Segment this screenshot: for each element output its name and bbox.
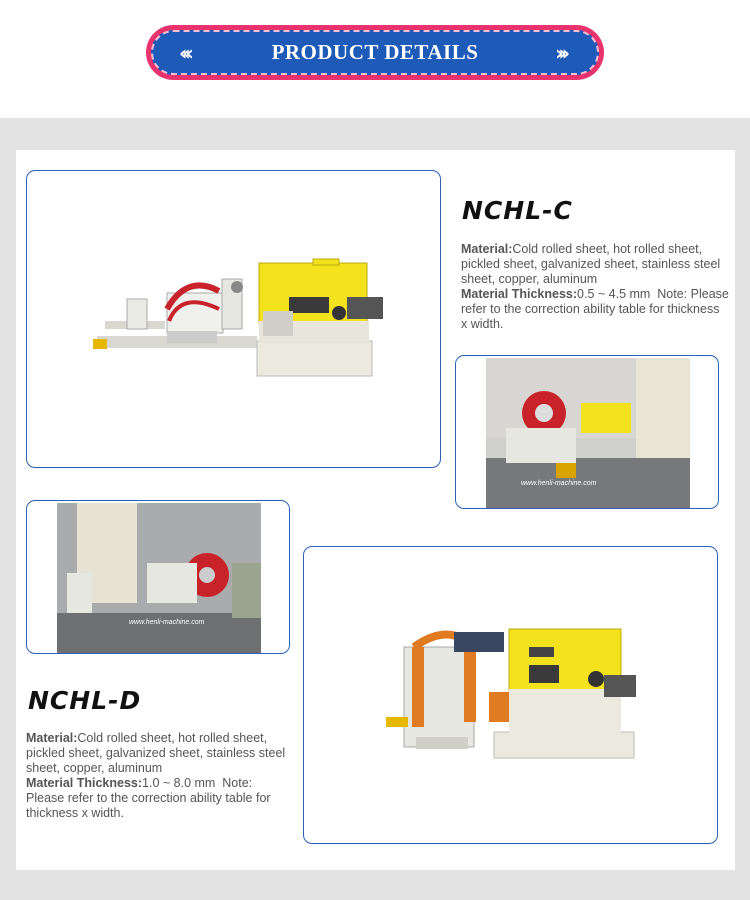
product-image-nchl-c bbox=[26, 170, 441, 468]
note-text: Note: Please refer to the correction ability table for thickness x width. bbox=[26, 776, 271, 820]
material-value: Cold rolled sheet, hot rolled sheet, pickled sheet, galvanized sheet, stainless steel sheet, copper, aluminum bbox=[26, 731, 286, 775]
watermark-c: www.henli-machine.com bbox=[521, 480, 597, 487]
watermark-d: www.henli-machine.com bbox=[129, 619, 205, 626]
thickness-value: 0.5 ~ 4.5 mm bbox=[577, 287, 651, 301]
model-title-nchl-d: NCHL-D bbox=[28, 686, 142, 715]
section-banner bbox=[146, 25, 604, 80]
machine-illustration-d bbox=[304, 547, 718, 844]
chevron-right-icon: ››› bbox=[555, 40, 565, 65]
chevron-left-icon: ‹‹‹ bbox=[179, 40, 189, 65]
factory-photo-nchl-c bbox=[455, 355, 719, 509]
machine-illustration-c bbox=[27, 171, 441, 468]
thickness-label: Material Thickness: bbox=[461, 287, 578, 301]
thickness-value: 1.0 ~ 8.0 mm bbox=[142, 776, 216, 790]
product-description-d bbox=[26, 731, 291, 821]
material-label: Material: bbox=[26, 731, 78, 745]
model-title-nchl-c: NCHL-C bbox=[462, 196, 573, 225]
material-value: Cold rolled sheet, hot rolled sheet, pickled sheet, galvanized sheet, stainless steel sheet, copper, aluminum bbox=[461, 242, 721, 286]
product-image-nchl-d bbox=[303, 546, 718, 844]
material-label: Material: bbox=[461, 242, 513, 256]
factory-photo-nchl-d bbox=[26, 500, 290, 654]
photo-nchl-d bbox=[57, 503, 261, 653]
photo-nchl-c bbox=[486, 358, 690, 508]
banner-title: PRODUCT DETAILS bbox=[271, 40, 479, 64]
note-text: Note: Please refer to the correction ability table for thickness x width. bbox=[461, 287, 729, 331]
product-description-c bbox=[461, 242, 729, 332]
banner-inner bbox=[151, 30, 599, 75]
thickness-label: Material Thickness: bbox=[26, 776, 143, 790]
